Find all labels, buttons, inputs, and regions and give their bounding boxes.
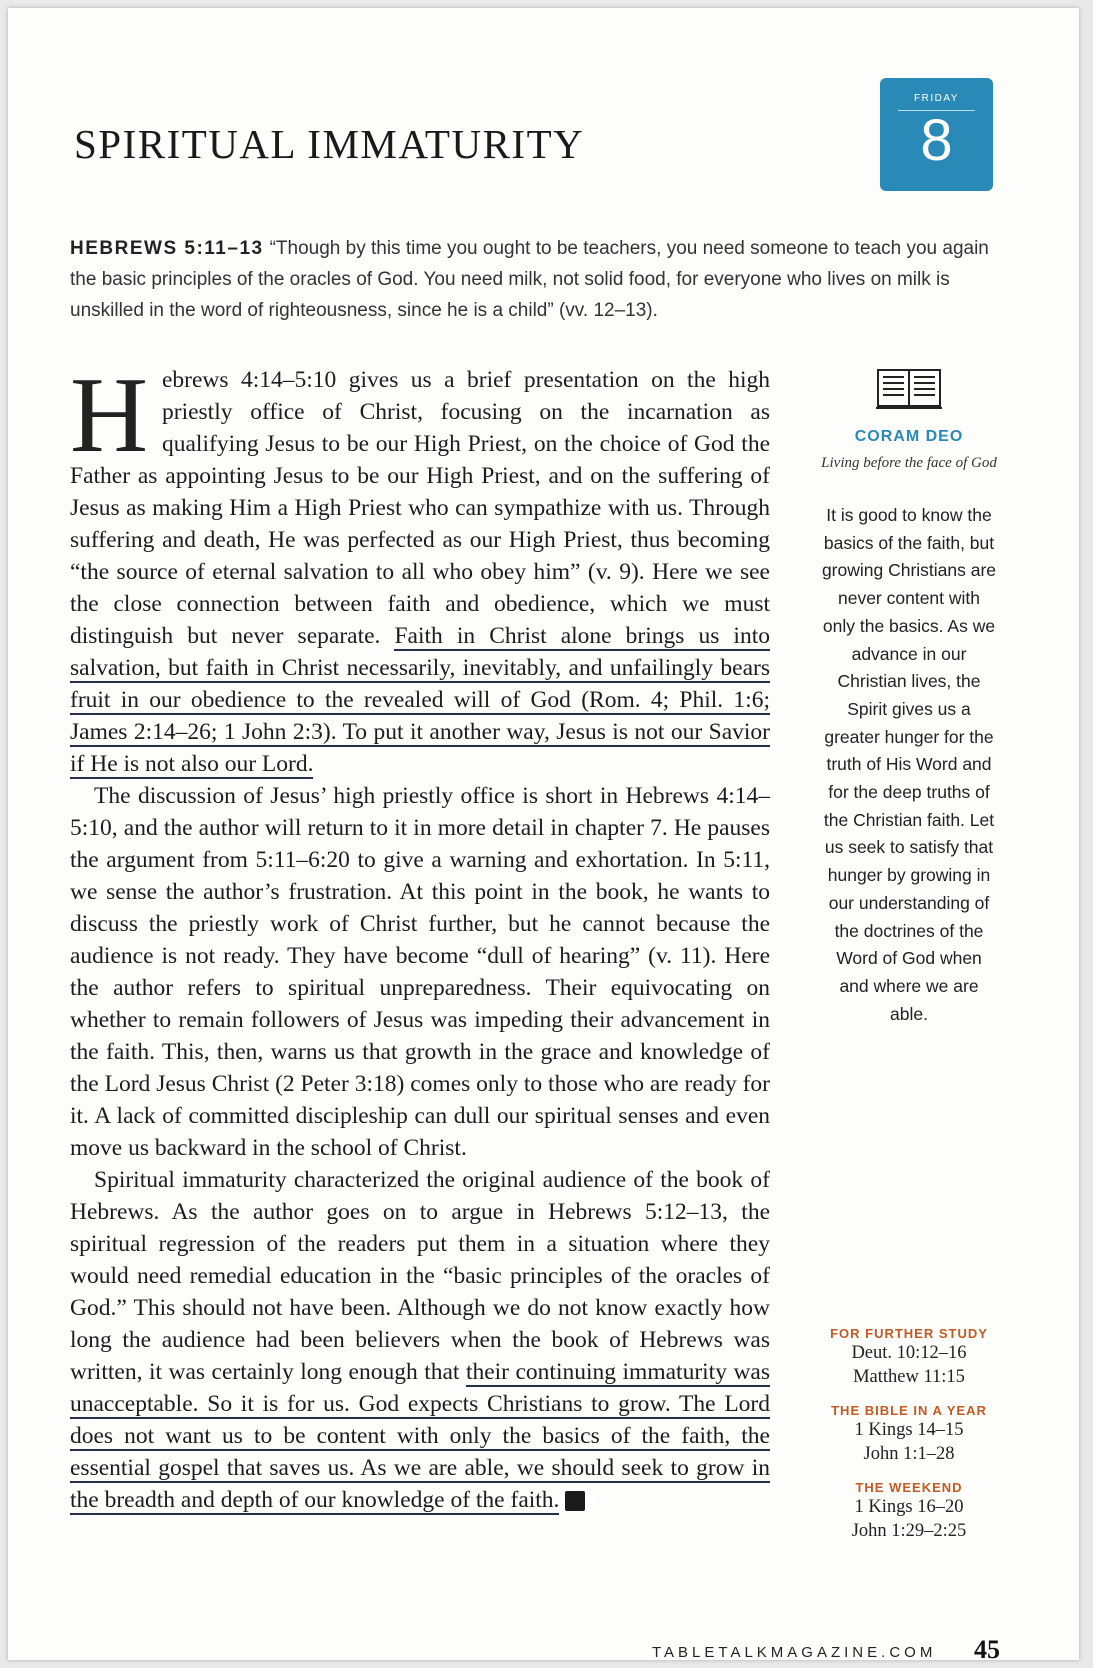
scripture-passage bbox=[70, 233, 1010, 326]
coram-deo-subheading: Living before the face of God bbox=[821, 455, 997, 471]
scripture-reference: HEBREWS 5:11–13 bbox=[70, 238, 264, 259]
coram-deo-heading: CORAM DEO bbox=[854, 428, 964, 445]
bible-in-a-year-ref: John 1:1–28 bbox=[863, 1444, 955, 1464]
magazine-page bbox=[8, 8, 1079, 1660]
paragraph-2: The discussion of Jesus’ high priestly office is short in Hebrews 4:14–5:10, and the author will return to it in more detail in chapter 7. He pauses the argument from 5:11–6:20 to give a warning and exhortation. In 5:11, we sense the author’s frustration. At this point in the book, he wants to discuss the priestly work of Christ further, but he cannot because the audience is not ready. They have become “dull of hearing” (v. 11). Here the author refers to spiritual unpreparedness. Their equivocating on whether to remain followers of Jesus was impeding their advancement in the faith. This, then, warns us that growth in the grace and knowledge of the Lord Jesus Christ (2 Peter 3:18) comes only to those who are ready for it. A lack of committed discipleship can dull our spiritual senses and even move us backward in the school of Christ. bbox=[70, 783, 770, 1161]
paragraph-3-text: Spiritual immaturity characterized the original audience of the book of Hebrews. As the author goes on to argue in Hebrews 5:12–13, the spiritual regression of the readers put them in a situation where they would need remedial education in the “basic principles of the oracles of God.” This should not have been. Although we do not know exactly how long the audience had been believers when the book of Hebrews was written, it was certainly long enough that bbox=[70, 1167, 770, 1385]
page-number: 45 bbox=[974, 1635, 1000, 1660]
paragraph-1-text: ebrews 4:14–5:10 gives us a brief presentation on the high priestly office of Christ, focusing on the incarnation as qualifying Jesus to be our High Priest, on the choice of God the Father as appointing Jesus to be our High Priest, and on the suffering of Jesus as making Him a High Priest who can sympathize with us. Through suffering and death, He was perfected as our High Priest, thus becoming “the source of eternal salvation to all who obey him” (v. 9). Here we see the close connection between faith and obedience, which we must distinguish but never separate. bbox=[70, 367, 770, 649]
weekend-ref: 1 Kings 16–20 bbox=[854, 1497, 964, 1517]
date-weekday: FRIDAY bbox=[914, 93, 959, 104]
date-number: 8 bbox=[920, 108, 953, 173]
open-book-icon bbox=[874, 364, 944, 412]
scripture-text: “Though by this time you ought to be teachers, you need someone to teach you again the basic principles of the oracles of God. You need milk, not solid food, for everyone who lives on milk is unskilled in the word of righteousness, since he is a child” (vv. 12–13). bbox=[70, 238, 989, 321]
article-body bbox=[70, 356, 770, 1516]
paragraph-1 bbox=[70, 356, 770, 780]
highlighted-passage-1: Faith in Christ alone brings us into salvation, but faith in Christ necessarily, inevitably, and unfailingly bears fruit in our obedience to the revealed will of God (Rom. 4; Phil. 1:6; James 2:14–26; 1 John 2:3). To put it another way, Jesus is not our Savior if He is not also our Lord. bbox=[70, 623, 770, 777]
further-study-ref: Deut. 10:12–16 bbox=[851, 1343, 967, 1363]
bible-in-a-year-heading: THE BIBLE IN A YEAR bbox=[831, 1403, 987, 1418]
weekend-block bbox=[820, 1480, 998, 1543]
bible-in-a-year-block bbox=[820, 1403, 998, 1466]
further-study-ref: Matthew 11:15 bbox=[853, 1367, 965, 1387]
footer-website: TABLETALKMAGAZINE.COM bbox=[652, 1644, 937, 1660]
end-mark-icon: T bbox=[565, 1491, 585, 1511]
highlighted-passage-2: their continuing immaturity was unacceptable. So it is for us. God expects Christians to grow. The Lord does not want us to be content with only the basics of the faith, the essential gospel that saves us. As we are able, we should seek to grow in the breadth and depth of our knowledge of the faith. bbox=[70, 1359, 770, 1513]
coram-deo-sidebar bbox=[820, 364, 998, 1028]
weekend-heading: THE WEEKEND bbox=[855, 1480, 963, 1495]
paragraph-3 bbox=[70, 1164, 770, 1516]
weekend-ref: John 1:29–2:25 bbox=[851, 1521, 967, 1541]
bible-in-a-year-ref: 1 Kings 14–15 bbox=[854, 1420, 964, 1440]
further-study-block bbox=[820, 1326, 998, 1389]
study-panel bbox=[820, 1326, 998, 1543]
drop-cap: H bbox=[70, 356, 148, 475]
date-badge bbox=[880, 78, 993, 191]
further-study-heading: FOR FURTHER STUDY bbox=[830, 1326, 988, 1341]
page-title: SPIRITUAL IMMATURITY bbox=[74, 121, 585, 167]
coram-deo-text: It is good to know the basics of the faith, but growing Christians are never content with only the basics. As we advance in our Christian lives, the Spirit gives us a greater hunger for the truth of His Word and for the deep truths of the Christian faith. Let us seek to satisfy that hunger by growing in our understanding of the doctrines of the Word of God when and where we are able. bbox=[821, 505, 997, 1024]
